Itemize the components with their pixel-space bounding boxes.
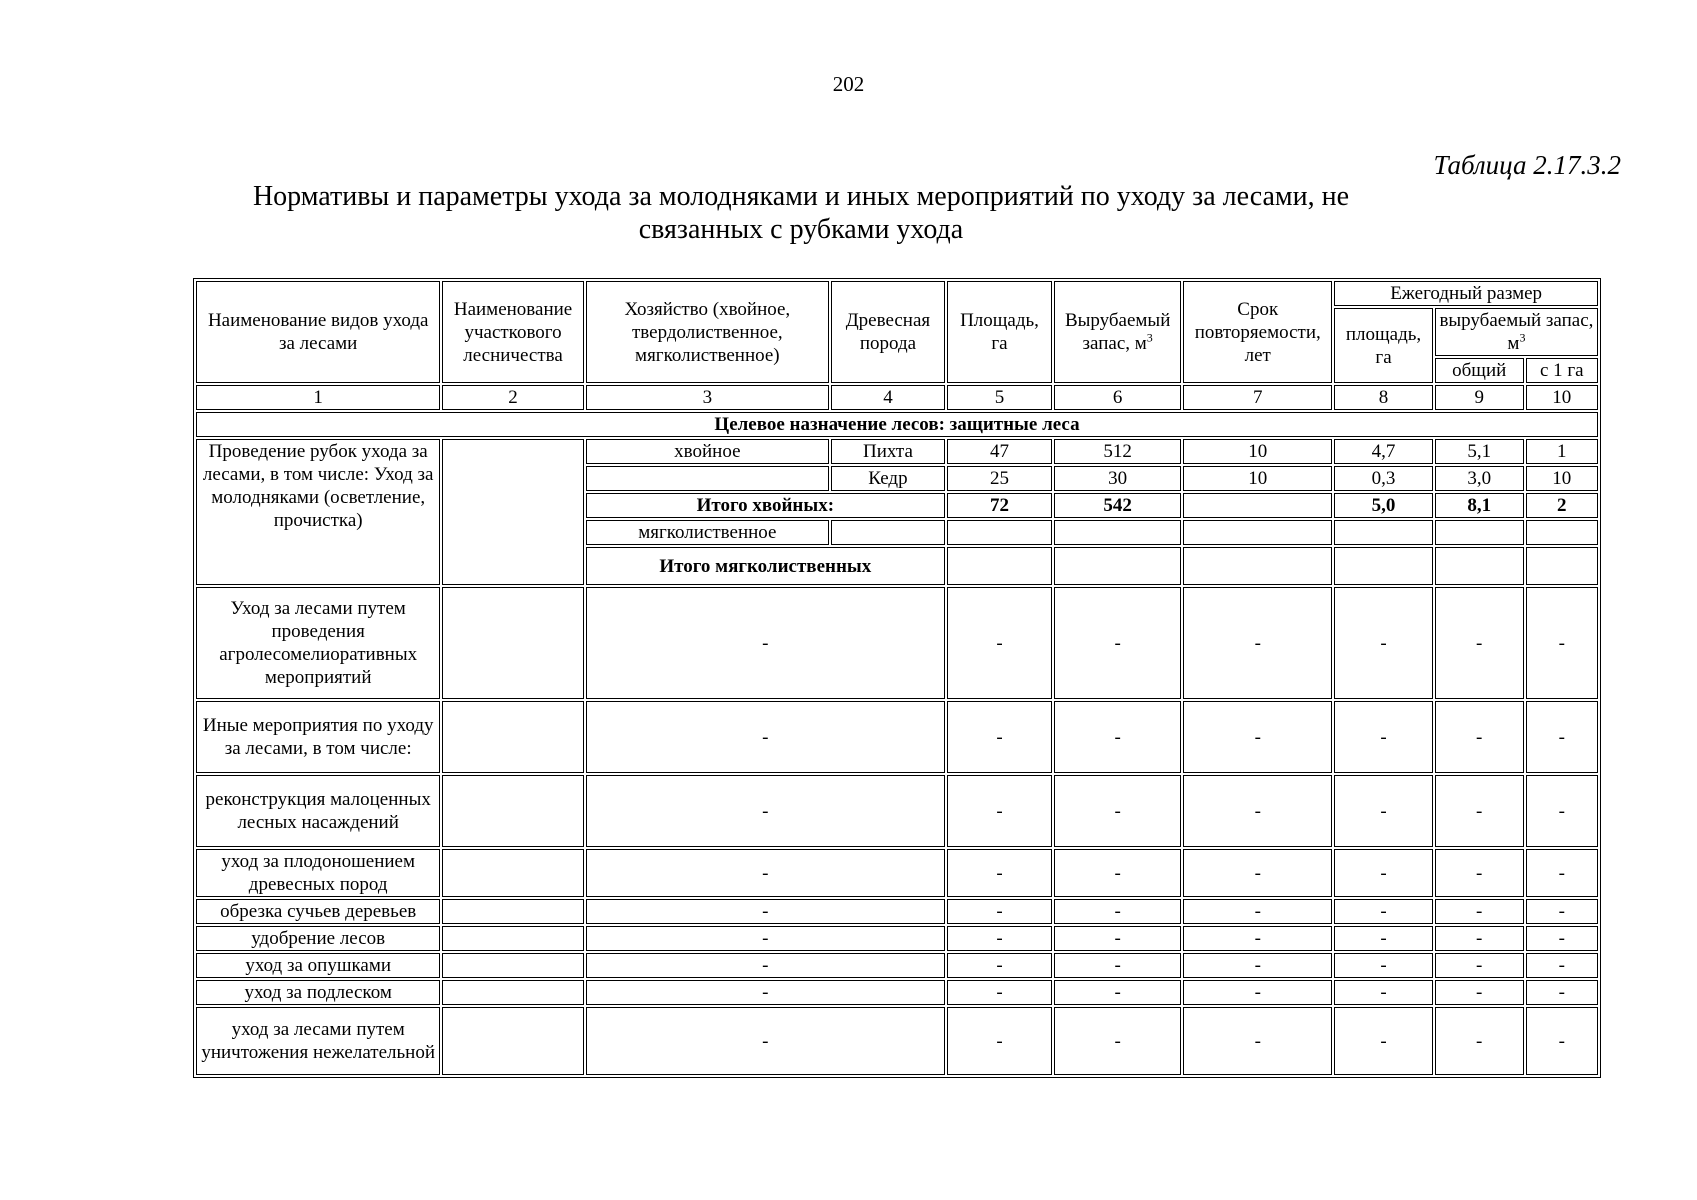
period-cell: - (1183, 1007, 1332, 1075)
forestry-cell (442, 587, 583, 699)
farm-cell: - (586, 775, 945, 847)
annual-area-cell: - (1334, 1007, 1433, 1075)
period-cell: - (1183, 849, 1332, 897)
annual-area-cell: 0,3 (1334, 466, 1433, 491)
area-cell: 25 (947, 466, 1052, 491)
annual-area-cell: 4,7 (1334, 439, 1433, 464)
annual-total-cell: - (1435, 953, 1524, 978)
section-row (196, 412, 1598, 437)
annual-per-ha-cell (1526, 520, 1598, 545)
annual-per-ha-cell: - (1526, 980, 1598, 1005)
annual-per-ha-cell: - (1526, 926, 1598, 951)
period-cell (1183, 547, 1332, 585)
volume-cell: - (1054, 587, 1181, 699)
farm-cell: - (586, 926, 945, 951)
column-number: 7 (1183, 385, 1332, 410)
document-title: Нормативы и параметры ухода за молодняками и иных мероприятий по уходу за лесами, не связанных с рубками ухода (252, 181, 1350, 245)
volume-cell: - (1054, 849, 1181, 897)
header-annual-volume: вырубаемый запас, $м^3$ (1435, 308, 1598, 356)
care-type-name: уход за опушками (196, 953, 440, 978)
annual-total-cell: - (1435, 899, 1524, 924)
annual-total-cell: 3,0 (1435, 466, 1524, 491)
area-cell: - (947, 926, 1052, 951)
period-cell: - (1183, 775, 1332, 847)
area-cell: - (947, 980, 1052, 1005)
forestry-cell (442, 775, 583, 847)
annual-total-cell: - (1435, 1007, 1524, 1075)
table-row (196, 701, 1598, 773)
section-title: Целевое назначение лесов: защитные леса (196, 412, 1598, 437)
annual-area-cell: - (1334, 701, 1433, 773)
volume-cell: - (1054, 701, 1181, 773)
period-cell: - (1183, 926, 1332, 951)
care-type-name: уход за лесами путем уничтожения нежелательной (196, 1007, 440, 1075)
annual-total-cell: 8,1 (1435, 493, 1524, 518)
period-cell (1183, 493, 1332, 518)
column-number: 2 (442, 385, 583, 410)
annual-area-cell (1334, 520, 1433, 545)
table-row (196, 439, 1598, 464)
volume-cell: - (1054, 980, 1181, 1005)
area-cell: 72 (947, 493, 1052, 518)
table-row (196, 953, 1598, 978)
conifer-total-label: Итого хвойных: (586, 493, 945, 518)
period-cell: - (1183, 899, 1332, 924)
annual-per-ha-cell: - (1526, 587, 1598, 699)
header-volume: Вырубаемый запас, $м^3$ (1054, 281, 1181, 383)
annual-area-cell: - (1334, 980, 1433, 1005)
forestry-cell (442, 980, 583, 1005)
farm-cell: - (586, 980, 945, 1005)
forestry-cell (442, 899, 583, 924)
care-type-name: реконструкция малоценных лесных насаждений (196, 775, 440, 847)
softwood-total-label: Итого мягколиственных (586, 547, 945, 585)
table-row (196, 587, 1598, 699)
volume-cell: - (1054, 926, 1181, 951)
volume-cell: 30 (1054, 466, 1181, 491)
area-cell: - (947, 775, 1052, 847)
annual-total-cell: - (1435, 926, 1524, 951)
care-type-name: уход за подлеском (196, 980, 440, 1005)
area-cell (947, 520, 1052, 545)
header-period: Срок повторяемости, лет (1183, 281, 1332, 383)
annual-per-ha-cell: - (1526, 849, 1598, 897)
column-number: 8 (1334, 385, 1433, 410)
annual-per-ha-cell: - (1526, 953, 1598, 978)
forestry-cell (442, 926, 583, 951)
annual-area-cell: - (1334, 926, 1433, 951)
table-row (196, 775, 1598, 847)
annual-total-cell (1435, 547, 1524, 585)
species-cell: Кедр (831, 466, 945, 491)
period-cell: 10 (1183, 439, 1332, 464)
table-row (196, 899, 1598, 924)
column-number-row (196, 385, 1598, 410)
care-type-name: уход за плодоношением древесных пород (196, 849, 440, 897)
header-row (196, 281, 1598, 306)
farm-cell: - (586, 587, 945, 699)
column-number: 10 (1526, 385, 1598, 410)
volume-cell: - (1054, 775, 1181, 847)
area-cell: - (947, 849, 1052, 897)
header-annual-area: площадь, га (1334, 308, 1433, 383)
volume-cell (1054, 547, 1181, 585)
period-cell: - (1183, 980, 1332, 1005)
care-type-name: Уход за лесами путем проведения агролесомелиоративных мероприятий (196, 587, 440, 699)
period-cell: - (1183, 953, 1332, 978)
farm-cell: - (586, 1007, 945, 1075)
column-number: 5 (947, 385, 1052, 410)
annual-area-cell: - (1334, 849, 1433, 897)
column-number: 6 (1054, 385, 1181, 410)
area-cell: 47 (947, 439, 1052, 464)
period-cell: - (1183, 587, 1332, 699)
care-type-name: Проведение рубок ухода за лесами, в том числе: Уход за молодняками (осветление, прочистка) (196, 439, 440, 585)
annual-total-cell: - (1435, 980, 1524, 1005)
header-species: Древесная порода (831, 281, 945, 383)
table-row (196, 980, 1598, 1005)
care-type-name: удобрение лесов (196, 926, 440, 951)
farm-cell (586, 466, 829, 491)
column-number: 9 (1435, 385, 1524, 410)
header-forestry: Наименование участкового лесничества (442, 281, 583, 383)
annual-area-cell (1334, 547, 1433, 585)
table-row (196, 1007, 1598, 1075)
period-cell: - (1183, 701, 1332, 773)
annual-total-cell (1435, 520, 1524, 545)
forest-care-table (193, 278, 1601, 1078)
farm-cell: - (586, 953, 945, 978)
annual-total-cell: - (1435, 849, 1524, 897)
annual-total-cell: - (1435, 587, 1524, 699)
column-number: 3 (586, 385, 829, 410)
annual-total-cell: - (1435, 701, 1524, 773)
table-row (196, 926, 1598, 951)
forestry-cell (442, 953, 583, 978)
farm-cell: мягколиственное (586, 520, 829, 545)
annual-area-cell: 5,0 (1334, 493, 1433, 518)
forestry-cell (442, 701, 583, 773)
volume-cell: - (1054, 1007, 1181, 1075)
annual-per-ha-cell: 10 (1526, 466, 1598, 491)
annual-per-ha-cell: - (1526, 899, 1598, 924)
table-label: Таблица 2.17.3.2 (1433, 150, 1621, 180)
period-cell (1183, 520, 1332, 545)
column-number: 4 (831, 385, 945, 410)
annual-per-ha-cell: - (1526, 701, 1598, 773)
volume-cell: - (1054, 953, 1181, 978)
column-number: 1 (196, 385, 440, 410)
annual-per-ha-cell: - (1526, 775, 1598, 847)
table-row (196, 849, 1598, 897)
area-cell: - (947, 701, 1052, 773)
annual-per-ha-cell: 1 (1526, 439, 1598, 464)
period-cell: 10 (1183, 466, 1332, 491)
area-cell (947, 547, 1052, 585)
species-cell: Пихта (831, 439, 945, 464)
area-cell: - (947, 953, 1052, 978)
annual-per-ha-cell: 2 (1526, 493, 1598, 518)
annual-per-ha-cell: - (1526, 1007, 1598, 1075)
annual-area-cell: - (1334, 587, 1433, 699)
volume-cell: 542 (1054, 493, 1181, 518)
area-cell: - (947, 587, 1052, 699)
header-annual-total: общий (1435, 358, 1524, 383)
volume-cell: 512 (1054, 439, 1181, 464)
area-cell: - (947, 899, 1052, 924)
annual-area-cell: - (1334, 899, 1433, 924)
annual-total-cell: 5,1 (1435, 439, 1524, 464)
header-care-type: Наименование видов ухода за лесами (196, 281, 440, 383)
header-area: Площадь, га (947, 281, 1052, 383)
header-farm-type: Хозяйство (хвойное, твердолиственное, мягколиственное) (586, 281, 829, 383)
forestry-cell (442, 849, 583, 897)
farm-cell: - (586, 701, 945, 773)
area-cell: - (947, 1007, 1052, 1075)
annual-total-cell: - (1435, 775, 1524, 847)
farm-cell: - (586, 899, 945, 924)
care-type-name: Иные мероприятия по уходу за лесами, в том числе: (196, 701, 440, 773)
species-cell (831, 520, 945, 545)
farm-cell: хвойное (586, 439, 829, 464)
care-type-name: обрезка сучьев деревьев (196, 899, 440, 924)
header-annual: Ежегодный размер (1334, 281, 1598, 306)
forestry-cell (442, 1007, 583, 1075)
annual-area-cell: - (1334, 953, 1433, 978)
forestry-cell (442, 439, 583, 585)
volume-cell: - (1054, 899, 1181, 924)
annual-per-ha-cell (1526, 547, 1598, 585)
volume-cell (1054, 520, 1181, 545)
header-annual-per-ha: с 1 га (1526, 358, 1598, 383)
annual-area-cell: - (1334, 775, 1433, 847)
page-number: 202 (832, 72, 865, 96)
farm-cell: - (586, 849, 945, 897)
